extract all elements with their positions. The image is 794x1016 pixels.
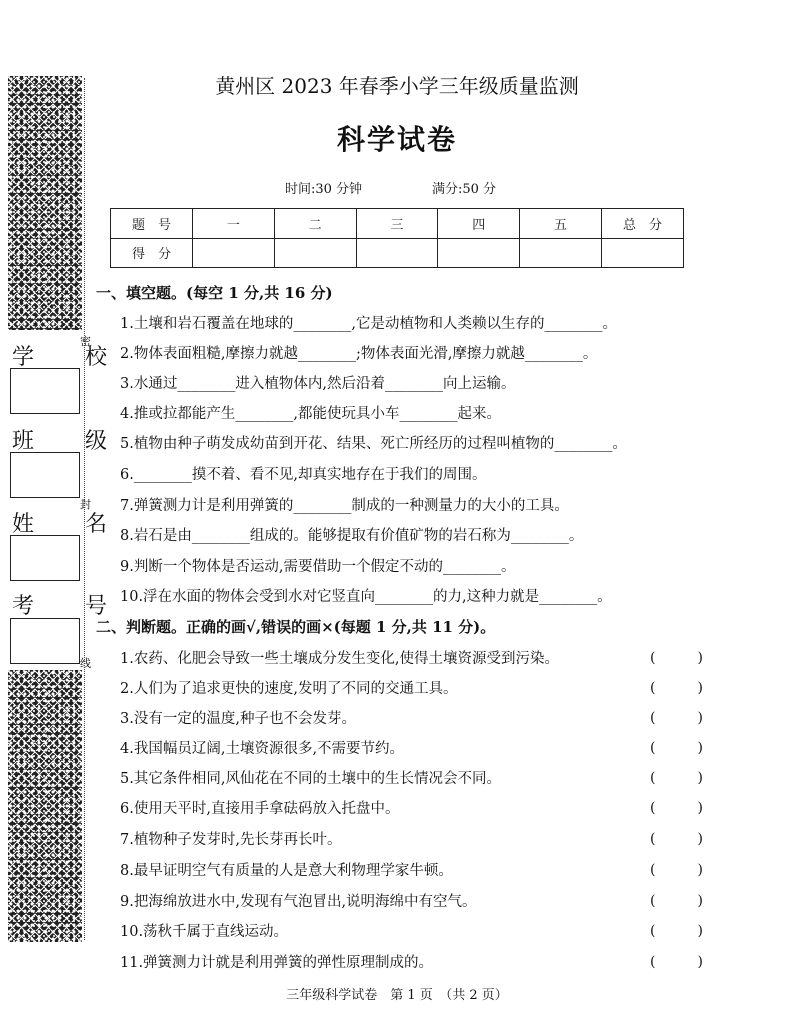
school-label: 学 校 — [12, 345, 129, 370]
fill-question: 3.水通过________进入植物体内,然后沿着________向上运输。 — [120, 376, 516, 392]
table-cell: 总 分 — [601, 209, 683, 239]
class-field[interactable] — [10, 452, 80, 498]
judge-question: 11.弹簧测力计就是利用弹簧的弹性原理制成的。 — [120, 955, 434, 971]
class-label: 班 级 — [12, 429, 129, 454]
judge-question: 3.没有一定的温度,种子也不会发芽。 — [120, 711, 356, 727]
fill-question: 4.推或拉都能产生________,都能使玩具小车________起来。 — [120, 406, 501, 422]
exam-number-label: 考 号 — [12, 594, 129, 619]
name-field[interactable] — [10, 535, 80, 581]
judge-question: 10.荡秋千属于直线运动。 — [120, 924, 289, 940]
fill-question: 10.浮在水面的物体会受到水对它竖直向________的力,这种力就是________。 — [120, 589, 612, 605]
section1-heading: 一、填空题。(每空 1 分,共 16 分) — [96, 284, 333, 302]
score-input-cell[interactable] — [601, 238, 683, 268]
answer-parentheses[interactable]: ( ) — [650, 770, 703, 786]
exam-title: 黄州区 2023 年春季小学三年级质量监测 — [215, 74, 579, 98]
judge-question: 9.把海绵放进水中,发现有气泡冒出,说明海绵中有空气。 — [120, 894, 477, 910]
table-cell: 题 号 — [111, 209, 193, 239]
name-label: 姓 名 — [12, 512, 129, 537]
fill-question: 1.土壤和岩石覆盖在地球的________,它是动植物和人类赖以生存的________。 — [120, 316, 617, 332]
score-input-cell[interactable] — [274, 238, 356, 268]
answer-parentheses[interactable]: ( ) — [650, 650, 703, 666]
answer-parentheses[interactable]: ( ) — [650, 710, 703, 726]
table-cell: 四 — [438, 209, 520, 239]
answer-parentheses[interactable]: ( ) — [650, 923, 703, 939]
answer-parentheses[interactable]: ( ) — [650, 740, 703, 756]
table-cell: 三 — [356, 209, 438, 239]
section2-heading: 二、判断题。正确的画√,错误的画×(每题 1 分,共 11 分)。 — [96, 618, 496, 636]
table-cell: 二 — [274, 209, 356, 239]
judge-question: 2.人们为了追求更快的速度,发明了不同的交通工具。 — [120, 681, 458, 697]
score-table-header-row — [111, 209, 684, 239]
full-score: 满分:50 分 — [432, 182, 497, 197]
answer-parentheses[interactable]: ( ) — [650, 954, 703, 970]
seal-mark-mi: 密 — [80, 335, 91, 348]
seal-mark-feng: 封 — [80, 498, 91, 511]
fill-question: 7.弹簧测力计是利用弹簧的________制成的一种测量力的大小的工具。 — [120, 498, 569, 514]
score-input-cell[interactable] — [438, 238, 520, 268]
table-cell: 五 — [520, 209, 602, 239]
answer-parentheses[interactable]: ( ) — [650, 862, 703, 878]
answer-parentheses[interactable]: ( ) — [650, 831, 703, 847]
decorative-pattern-bottom — [8, 670, 82, 942]
answer-parentheses[interactable]: ( ) — [650, 893, 703, 909]
fill-question: 5.植物由种子萌发成幼苗到开花、结果、死亡所经历的过程叫植物的________。 — [120, 436, 627, 452]
answer-parentheses[interactable]: ( ) — [650, 680, 703, 696]
time-limit: 时间:30 分钟 — [285, 182, 363, 197]
score-input-cell[interactable] — [193, 238, 275, 268]
decorative-pattern-top — [8, 76, 82, 330]
judge-question: 4.我国幅员辽阔,土壤资源很多,不需要节约。 — [120, 741, 405, 757]
table-cell: 得 分 — [111, 238, 193, 268]
score-table — [110, 208, 684, 268]
fill-question: 6.________摸不着、看不见,却真实地存在于我们的周围。 — [120, 467, 487, 483]
table-cell: 一 — [193, 209, 275, 239]
seal-mark-xian: 线 — [80, 657, 91, 670]
fill-question: 9.判断一个物体是否运动,需要借助一个假定不动的________。 — [120, 559, 516, 575]
score-table-score-row — [111, 238, 684, 268]
score-input-cell[interactable] — [520, 238, 602, 268]
page-footer: 三年级科学试卷 第 1 页 （共 2 页） — [286, 988, 508, 1003]
exam-number-field[interactable] — [10, 618, 80, 664]
judge-question: 7.植物种子发芽时,先长芽再长叶。 — [120, 832, 342, 848]
school-field[interactable] — [10, 368, 80, 414]
judge-question: 6.使用天平时,直接用手拿砝码放入托盘中。 — [120, 801, 400, 817]
judge-question: 1.农药、化肥会导致一些土壤成分发生变化,使得土壤资源受到污染。 — [120, 651, 559, 667]
answer-parentheses[interactable]: ( ) — [650, 800, 703, 816]
exam-subtitle: 科学试卷 — [336, 123, 457, 156]
judge-question: 8.最早证明空气有质量的人是意大利物理学家牛顿。 — [120, 863, 453, 879]
judge-question: 5.其它条件相同,风仙花在不同的土壤中的生长情况会不同。 — [120, 771, 501, 787]
score-input-cell[interactable] — [356, 238, 438, 268]
fill-question: 2.物体表面粗糙,摩擦力就越________;物体表面光滑,摩擦力就越________。 — [120, 346, 598, 362]
fill-question: 8.岩石是由________组成的。能够提取有价值矿物的岩石称为________。 — [120, 528, 584, 544]
